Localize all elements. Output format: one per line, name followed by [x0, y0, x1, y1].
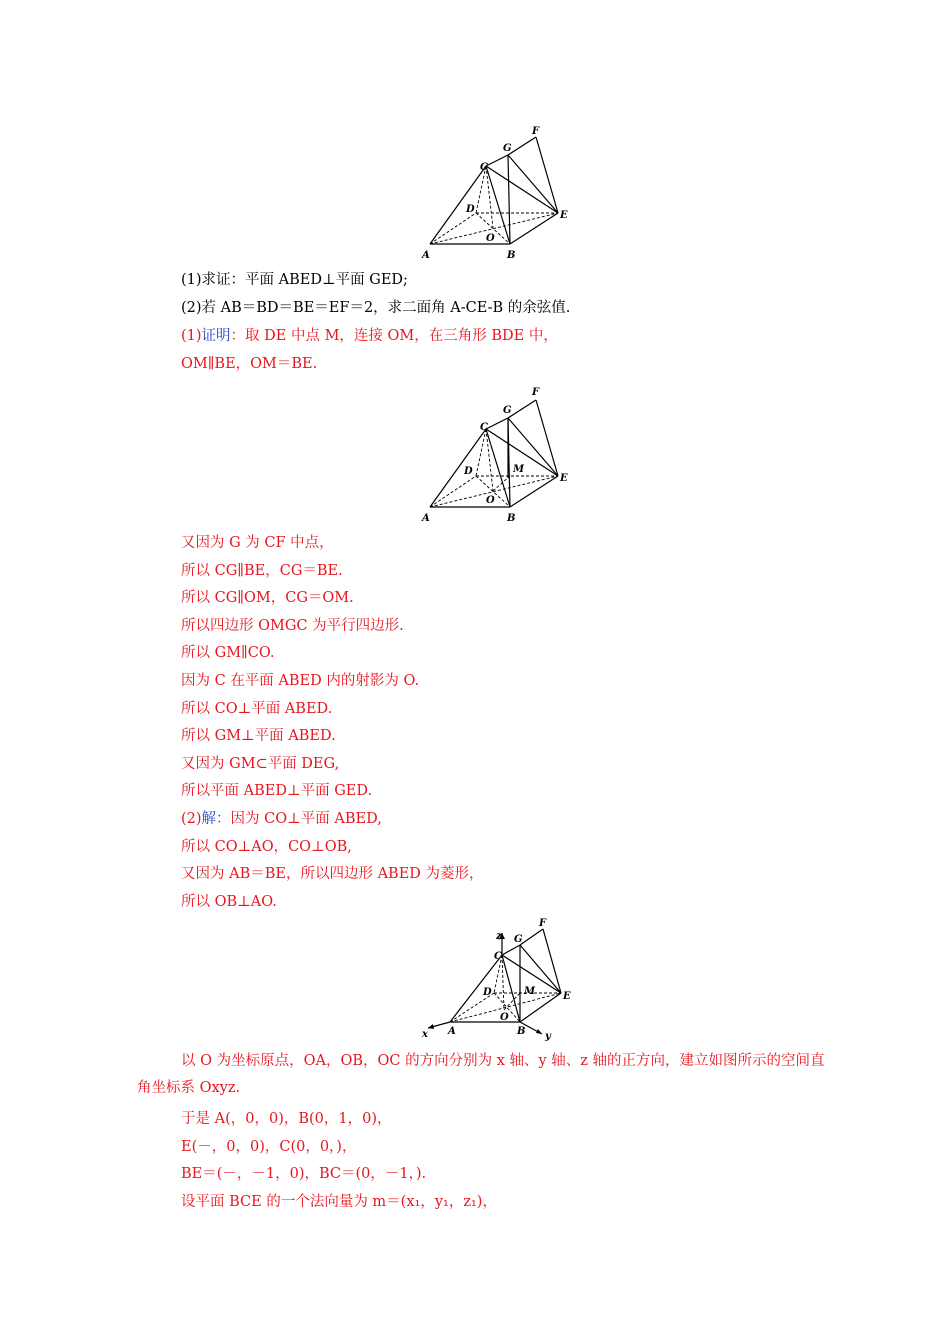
label-b: B: [507, 250, 516, 261]
label-x: x: [422, 1029, 428, 1040]
label-e: E: [560, 210, 568, 221]
step-4: 所以四边形 OMGC 为平行四边形.: [181, 618, 404, 634]
figure-3: [420, 915, 580, 1045]
label-f: F: [532, 387, 540, 398]
label-e: E: [560, 473, 568, 484]
step-9: 又因为 GM⊂平面 DEG,: [181, 756, 340, 772]
step-6: 因为 C 在平面 ABED 内的射影为 O.: [181, 673, 420, 689]
step-8: 所以 GM⊥平面 ABED.: [181, 728, 336, 744]
pyramid-diagram-3: [420, 915, 580, 1045]
solution-step-2: 又因为 AB＝BE，所以四边形 ABED 为菱形，: [181, 866, 484, 882]
proof-label: 证明: [201, 328, 231, 344]
step-10: 所以平面 ABED⊥平面 GED.: [181, 783, 373, 799]
label-d: D: [483, 987, 492, 998]
normal-vector: 设平面 BCE 的一个法向量为 m＝(x₁，y₁，z₁)，: [181, 1194, 497, 1210]
label-z: z: [496, 931, 502, 942]
label-m: M: [524, 986, 536, 997]
coordinate-setup: 以 O 为坐标原点，OA，OB，OC 的方向分别为 x 轴、y 轴、z 轴的正方向，建立如图所示的空间直角坐标系 Oxyz.: [137, 1053, 825, 1096]
label-c: C: [480, 162, 488, 173]
label-c: C: [494, 951, 502, 962]
step-7: 所以 CO⊥平面 ABED.: [181, 701, 333, 717]
solution-step-3: 所以 OB⊥AO.: [181, 894, 277, 910]
coordinate-ab: 于是 A(，0，0)，B(0，1，0)，: [181, 1111, 392, 1127]
label-f: F: [532, 126, 540, 137]
label-d: D: [464, 466, 473, 477]
label-b: B: [507, 513, 516, 524]
question-1: (1)求证：平面 ABED⊥平面 GED;: [181, 272, 408, 288]
label-y: y: [545, 1031, 551, 1042]
proof-1-rest: ：取 DE 中点 M，连接 OM，在三角形 BDE 中，: [230, 328, 558, 344]
label-o: O: [486, 233, 495, 244]
label-d: D: [466, 204, 475, 215]
label-a: A: [422, 250, 430, 261]
label-c: C: [480, 422, 488, 433]
solution-2-rest: ：因为 CO⊥平面 ABED,: [216, 811, 382, 827]
label-o: O: [486, 495, 495, 506]
label-b: B: [517, 1026, 526, 1037]
solution-2-prefix: (2): [181, 811, 202, 827]
figure-2: [420, 383, 580, 528]
label-g: G: [503, 143, 512, 154]
proof-1-intro: [181, 326, 558, 346]
question-2: (2)若 AB＝BD＝BE＝EF＝2，求二面角 A-CE-B 的余弦值.: [181, 300, 571, 316]
proof-1-line-2: OM∥BE，OM＝BE.: [181, 356, 318, 372]
label-f: F: [539, 918, 547, 929]
step-5: 所以 GM∥CO.: [181, 645, 275, 661]
label-a: A: [448, 1026, 456, 1037]
label-e: E: [563, 991, 571, 1002]
step-1: 又因为 G 为 CF 中点，: [181, 535, 334, 551]
label-g: G: [514, 934, 523, 945]
label-a: A: [422, 513, 430, 524]
coordinate-ec: E(－，0，0)，C(0，0，)，: [181, 1139, 357, 1155]
label-o: O: [500, 1012, 509, 1023]
vectors-be-bc: BE＝(－，－1，0)，BC＝(0，－1，).: [181, 1166, 427, 1182]
pyramid-diagram-2: [420, 383, 580, 528]
solution-label: 解: [201, 811, 217, 827]
figure-1: [420, 120, 580, 265]
step-3: 所以 CG∥OM，CG＝OM.: [181, 590, 354, 606]
label-g: G: [503, 405, 512, 416]
proof-1-prefix: (1): [181, 328, 202, 344]
solution-2-intro: [181, 809, 382, 829]
pyramid-diagram-1: [420, 120, 580, 265]
step-2: 所以 CG∥BE，CG＝BE.: [181, 563, 343, 579]
label-m: M: [513, 464, 525, 475]
solution-step-1: 所以 CO⊥AO，CO⊥OB,: [181, 839, 352, 855]
